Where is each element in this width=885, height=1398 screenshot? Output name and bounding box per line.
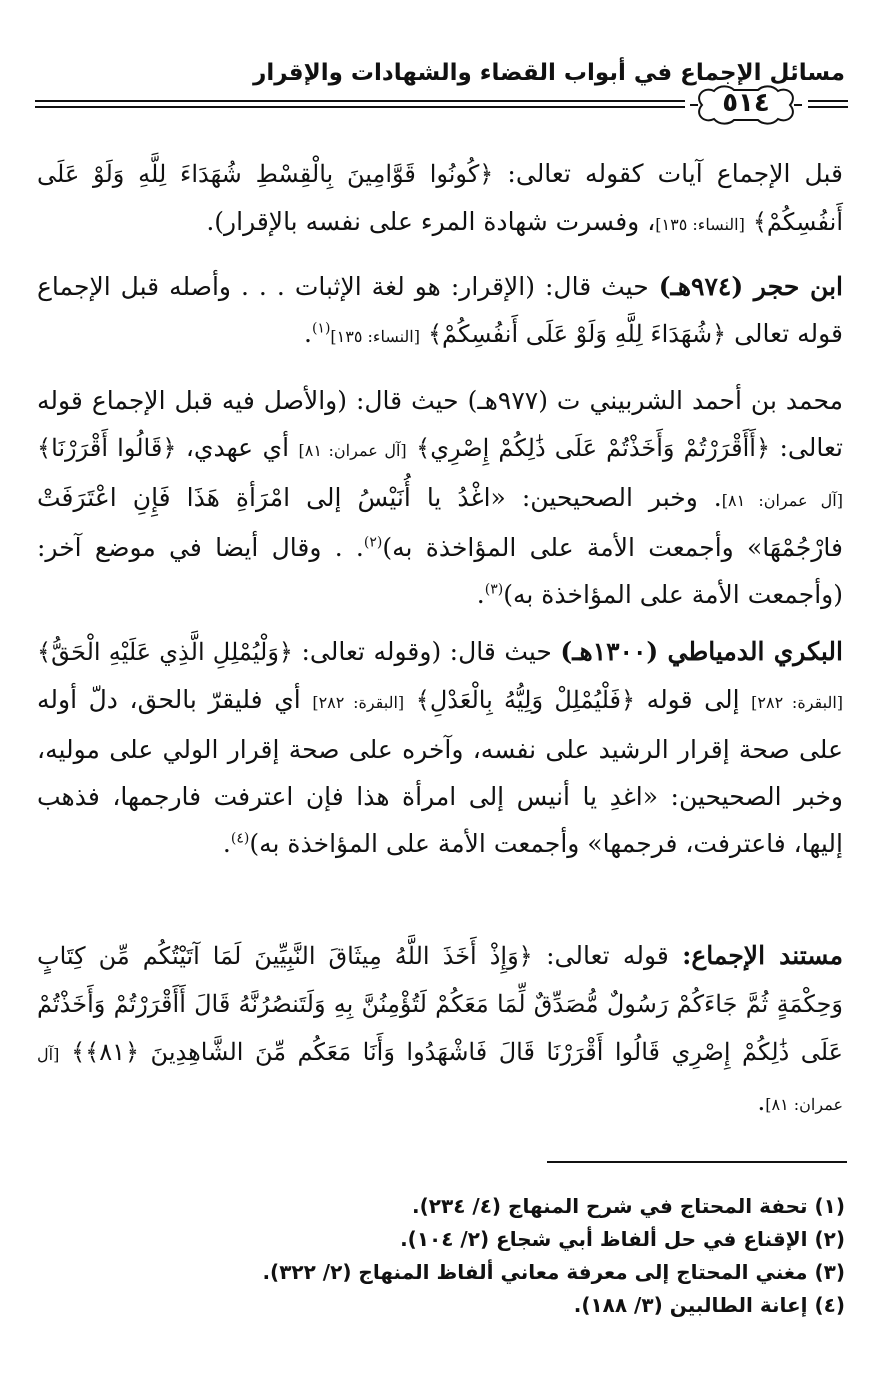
quran-verse: ﴿وَإِذْ أَخَذَ اللَّهُ مِيثَاقَ النَّبِيِّينَ لَمَا آتَيْتُكُم مِّن كِتَابٍ وَحِكْمَةٍ ثُمَّ جَاءَكُمْ رَسُولٌ مُّصَدِّقٌ لِّمَا مَعَكُمْ لَتُؤْمِنُنَّ بِهِ وَلَتَنصُرُنَّهُ قَالَ أَأَقْرَرْتُمْ وَأَخَذْتُمْ عَلَى ذَٰلِكُمْ إِصْرِي قَالُوا أَقْرَرْنَا قَالَ فَاشْهَدُوا وَأَنَا مَعَكُم مِّنَ الشَّاهِدِينَ ﴿٨١﴾﴾ — [37, 942, 843, 1066]
paragraph-text: . — [757, 1087, 766, 1116]
quran-verse: ﴿كُونُوا قَوَّامِينَ بِالْقِسْطِ شُهَدَاءَ لِلَّهِ وَلَوْ عَلَى أَنفُسِكُمْ﴾ — [37, 160, 843, 236]
footnotes-list — [45, 1190, 845, 1322]
footnote-item — [45, 1289, 845, 1322]
footnote-marker[interactable]: (٤) — [230, 830, 250, 847]
quran-verse: ﴿قَالُوا أَقْرَرْنَا﴾ — [37, 434, 177, 462]
footnote-number: (٤) — [814, 1293, 845, 1317]
scholar-name: البكري الدمياطي (١٣٠٠هـ) — [560, 637, 843, 666]
page-number-badge — [688, 82, 804, 128]
paragraph-text: حيث قال: (وقوله تعالى: — [293, 637, 561, 666]
paragraph-text: قوله تعالى: — [532, 941, 683, 970]
footnote-separator — [547, 1161, 847, 1163]
verse-reference: [آل عمران: ٨١] — [37, 1045, 843, 1114]
quran-verse: ﴿أَأَقْرَرْتُمْ وَأَخَذْتُمْ عَلَى ذَٰلِكُمْ إِصْرِي﴾ — [416, 434, 771, 462]
footnote-text: إعانة الطالبين (٣/ ١٨٨). — [573, 1293, 808, 1317]
paragraph-text: . — [476, 580, 485, 609]
running-header-title: مسائل الإجماع في أبواب القضاء والشهادات والإقرار — [253, 60, 845, 86]
footnote-item — [45, 1223, 845, 1256]
paragraph-text: . وخبر الصحيحين: «اغْدُ يا أُنَيْسُ إلى امْرَأةِ هَذَا فَإِنِ اعْتَرَفَتْ فارْجُمْهَا» وأجمعت الأمة على المؤاخذة به) — [37, 483, 843, 562]
verse-reference: [النساء: ١٣٥] — [655, 215, 745, 234]
footnote-marker[interactable]: (١) — [311, 320, 331, 337]
quran-verse: ﴿وَلْيُمْلِلِ الَّذِي عَلَيْهِ الْحَقُّ﴾ — [37, 638, 293, 666]
paragraph-text: أي عهدي، — [176, 433, 299, 462]
verse-reference: [البقرة: ٢٨٢] — [312, 693, 405, 712]
paragraph-5 — [37, 932, 843, 1128]
verse-reference: [آل عمران: ٨١] — [298, 441, 407, 460]
section-heading: مستند الإجماع: — [682, 941, 844, 970]
paragraph-text: أي فليقرّ بالحق، دلّ أوله على صحة إقرار الرشيد على نفسه، وآخره على صحة إقرار الولي على موليه، وخبر الصحيحين: «اغدِ يا أنيس إلى امرأة هذا فإن اعترفت فارجمها، فذهب إليها، فاعترفت، فرجمها» وأجمعت الأمة على المؤاخذة به) — [37, 685, 843, 858]
paragraph-text: . . وقال أيضا في موضع آخر: (وأجمعت الأمة على المؤاخذة به) — [37, 533, 843, 609]
verse-reference: [البقرة: ٢٨٢] — [751, 693, 844, 712]
quran-verse: ﴿شُهَدَاءَ لِلَّهِ وَلَوْ عَلَى أَنفُسِكُمْ﴾ — [427, 320, 727, 348]
paragraph-1 — [37, 150, 843, 248]
header-rule-right — [808, 100, 848, 109]
paragraph-text: قبل الإجماع آيات كقوله تعالى: — [493, 159, 843, 188]
verse-reference: [النساء: ١٣٥] — [330, 327, 420, 346]
footnote-number: (٢) — [814, 1227, 845, 1251]
paragraph-text: ، وفسرت شهادة المرء على نفسه بالإقرار). — [206, 207, 656, 236]
footnote-item — [45, 1256, 845, 1289]
paragraph-text: إلى قوله — [635, 685, 752, 714]
footnote-marker[interactable]: (٢) — [363, 534, 383, 551]
footnote-number: (٣) — [814, 1260, 845, 1284]
footnote-item — [45, 1190, 845, 1223]
footnote-number: (١) — [814, 1194, 845, 1218]
verse-reference: [آل عمران: ٨١] — [721, 491, 843, 510]
paragraph-3 — [37, 377, 843, 618]
footnote-marker[interactable]: (٣) — [484, 581, 504, 598]
paragraph-text: محمد بن أحمد الشربيني ت (٩٧٧هـ) حيث قال: (والأصل فيه قبل الإجماع قوله تعالى: — [37, 386, 843, 462]
footnote-text: الإقناع في حل ألفاظ أبي شجاع (٢/ ١٠٤). — [400, 1227, 808, 1251]
header-rule-left — [35, 100, 685, 109]
footnote-text: مغني المحتاج إلى معرفة معاني ألفاظ المنهاج (٢/ ٣٢٢). — [262, 1260, 808, 1284]
footnote-text: تحفة المحتاج في شرح المنهاج (٤/ ٢٣٤). — [412, 1194, 808, 1218]
paragraph-4 — [37, 628, 843, 867]
paragraph-text: . — [222, 829, 231, 858]
quran-verse: ﴿فَلْيُمْلِلْ وَلِيُّهُ بِالْعَدْلِ﴾ — [415, 686, 636, 714]
paragraph-text: حيث قال: (الإقرار: هو لغة الإثبات . . . وأصله قبل الإجماع قوله تعالى — [37, 272, 843, 348]
paragraph-text: . — [303, 319, 312, 348]
paragraph-2 — [37, 263, 843, 360]
scholar-name: ابن حجر (٩٧٤هـ) — [658, 272, 843, 301]
page-number: ٥١٤ — [722, 88, 770, 118]
